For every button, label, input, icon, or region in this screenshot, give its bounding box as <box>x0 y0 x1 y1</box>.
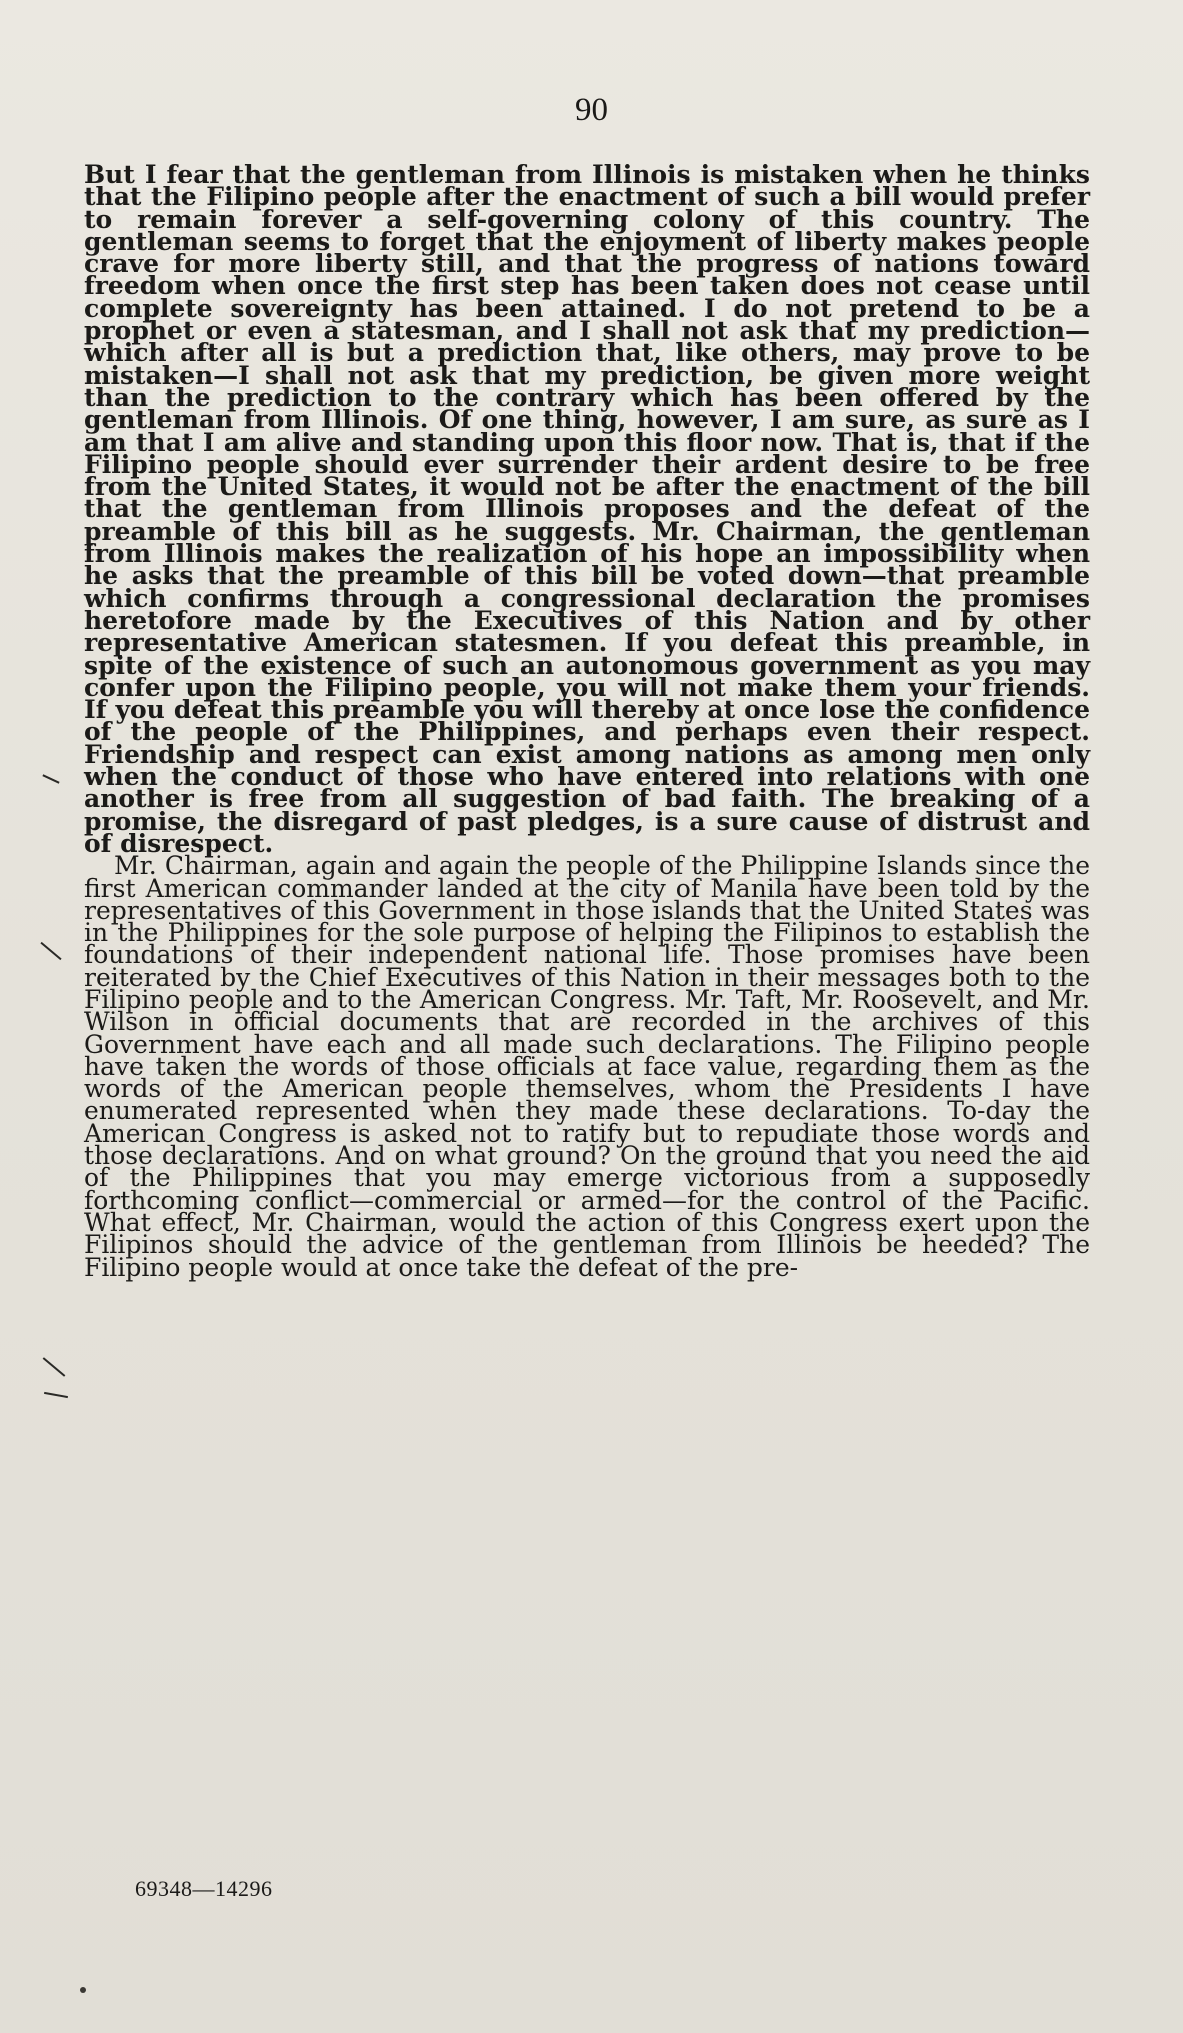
margin-pencil-mark <box>42 774 59 783</box>
body-text <box>84 160 1090 1282</box>
paragraph-2: Mr. Chairman, again and again the people of the Philippine Islands since the first American commander landed at the city of Manila have been told by the representatives of this Government in those islands that the United States was in the Philippines for the sole purpose of helping the Filipinos to establish the foundations of their independent national life. Those promises have been reiterated by the Chief Executives of this Nation in their messages both to the Filipino people and to the American Congress. Mr. Taft, Mr. Roosevelt, and Mr. Wilson in official documents that are recorded in the archives of this Government have each and all made such declarations. The Filipino people have taken the words of those officials at face value, regarding them as the words of the American people themselves, whom the Presidents I have enumerated represented when they made these declarations. To-day the American Congress is asked not to ratify but to repudiate those words and those declarations. And on what ground? On the ground that you need the aid of the Philippines that you may emerge victorious from a supposedly forthcoming conflict—commercial or armed—for the control of the Pacific. What effect, Mr. Chairman, would the action of this Congress exert upon the Filipinos should the advice of the gentleman from Illinois be heeded? The Filipino people would at once take the defeat of the pre- <box>84 851 1090 1282</box>
margin-pencil-mark <box>43 1357 66 1377</box>
margin-pencil-mark <box>40 942 61 960</box>
footer-print-code: 69348—14296 <box>135 1876 273 1901</box>
ink-dot <box>80 1987 86 1993</box>
margin-pencil-mark <box>44 1392 68 1398</box>
page-number: 90 <box>575 92 608 128</box>
paragraph-1: But I fear that the gentleman from Illinois is mistaken when he thinks that the Filipino people after the enactment of such a bill would prefer to remain forever a self-governing colony of this country. The gentleman seems to forget that the enjoyment of liberty makes people crave for more liberty still, and that the progress of nations toward freedom when once the first step has been taken does not cease until complete sovereignty has been attained. I do not pretend to be a prophet or even a statesman, and I shall not ask that my prediction—which after all is but a prediction that, like others, may prove to be mistaken—I shall not ask that my prediction, be given more weight than the prediction to the contrary which has been offered by the gentleman from Illinois. Of one thing, however, I am sure, as sure as I am that I am alive and standing upon this floor now. That is, that if the Filipino people should ever surrender their ardent desire to be free from the United States, it would not be after the enactment of the bill that the gentleman from Illinois proposes and the defeat of the preamble of this bill as he suggests. Mr. Chairman, the gentleman from Illinois makes the realization of his hope an impossibility when he asks that the preamble of this bill be voted down—that preamble which confirms through a congressional declaration the promises heretofore made by the Executives of this Nation and by other representative American statesmen. If you defeat this preamble, in spite of the existence of such an autonomous government as you may confer upon the Filipino people, you will not make them your friends. If you defeat this preamble you will thereby at once lose the confidence of the people of the Philippines, and perhaps even their respect. Friendship and respect can exist among nations as among men only when the conduct of those who have entered into relations with one another is free from all suggestion of bad faith. The breaking of a promise, the disregard of past pledges, is a sure cause of distrust and of disrespect. <box>84 160 1090 858</box>
